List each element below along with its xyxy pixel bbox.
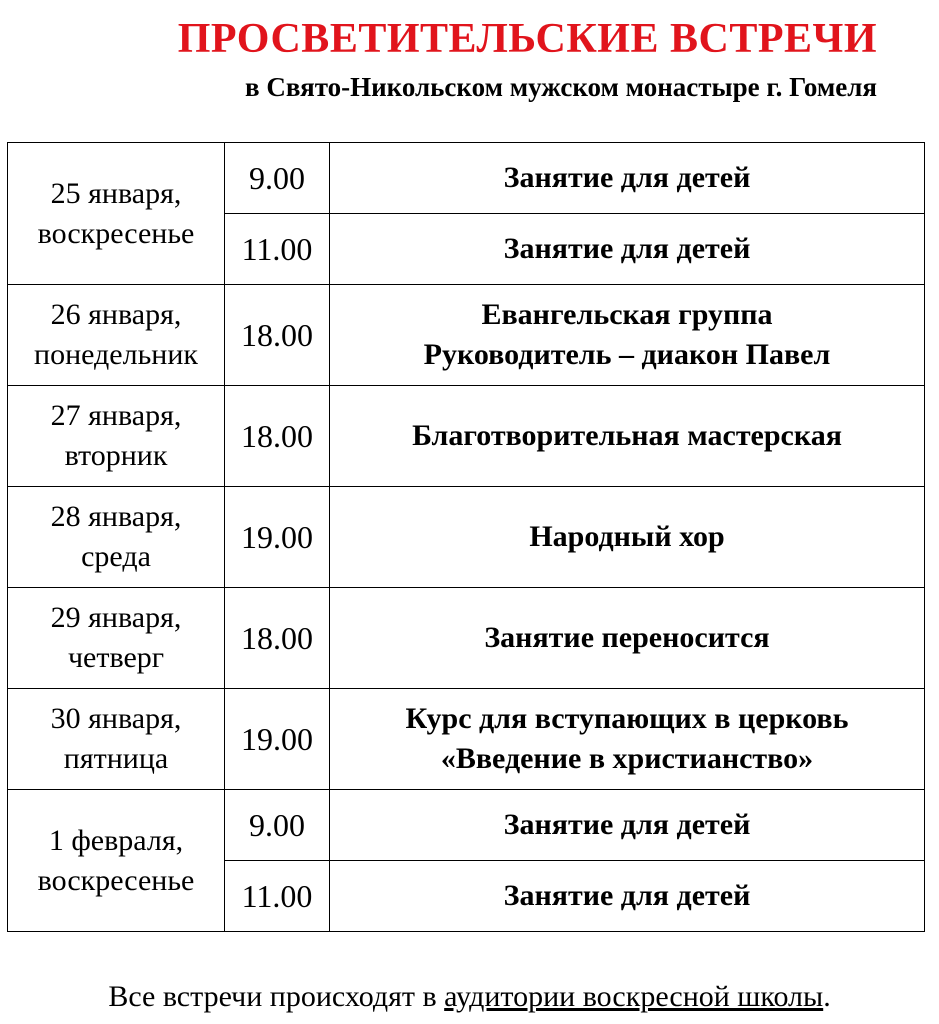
day-date: 29 января, четверг [8, 588, 225, 689]
footer-prefix: Все встречи происходят в [108, 980, 445, 1013]
footer-note [0, 978, 939, 1016]
session-event: Евангельская группа Руководитель – диакон Павел [330, 285, 925, 386]
session-time: 18.00 [225, 588, 330, 689]
table-row [8, 689, 925, 790]
session-event: Народный хор [330, 487, 925, 588]
page-subtitle: в Свято-Никольском мужском монастыре г. Гомеля [245, 72, 877, 102]
table-row [8, 285, 925, 386]
session-event: Занятие переносится [330, 588, 925, 689]
table-row [8, 386, 925, 487]
day-date: 26 января, понедельник [8, 285, 225, 386]
session-time: 11.00 [225, 861, 330, 932]
table-row [8, 588, 925, 689]
day-date: 27 января, вторник [8, 386, 225, 487]
day-date: 1 февраля, воскресенье [8, 790, 225, 932]
day-date: 28 января, среда [8, 487, 225, 588]
session-time: 18.00 [225, 386, 330, 487]
session-event: Курс для вступающих в церковь «Введение в христианство» [330, 689, 925, 790]
day-date: 25 января, воскресенье [8, 143, 225, 285]
session-time: 19.00 [225, 487, 330, 588]
session-time: 18.00 [225, 285, 330, 386]
table-row [8, 143, 925, 214]
footer-suffix: . [823, 980, 831, 1013]
session-time: 9.00 [225, 790, 330, 861]
session-event: Занятие для детей [330, 861, 925, 932]
table-row [8, 487, 925, 588]
session-event: Благотворительная мастерская [330, 386, 925, 487]
session-event: Занятие для детей [330, 790, 925, 861]
session-event: Занятие для детей [330, 143, 925, 214]
day-date: 30 января, пятница [8, 689, 225, 790]
session-event: Занятие для детей [330, 214, 925, 285]
session-time: 9.00 [225, 143, 330, 214]
footer-location: аудитории воскресной школы [444, 980, 824, 1013]
schedule-table [7, 142, 925, 932]
page-title: ПРОСВЕТИТЕЛЬСКИЕ ВСТРЕЧИ [177, 16, 877, 62]
table-row [8, 790, 925, 861]
session-time: 11.00 [225, 214, 330, 285]
session-time: 19.00 [225, 689, 330, 790]
